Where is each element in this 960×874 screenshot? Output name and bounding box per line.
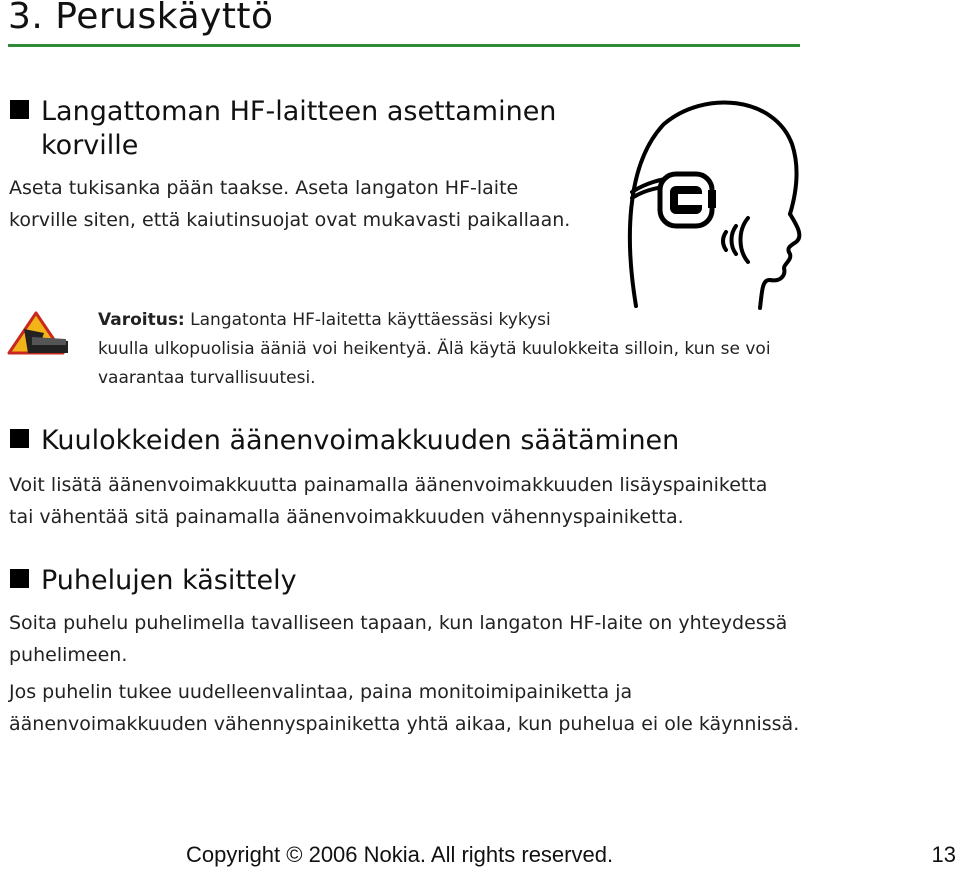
paragraph-line: Soita puhelu puhelimella tavalliseen tapaan, kun langaton HF-laite on yhteydessä	[9, 612, 788, 634]
paragraph-line: puhelimeen.	[9, 644, 128, 666]
warning-text-line: kuulla ulkopuolisia ääniä voi heikentyä. Älä käytä kuulokkeita silloin, kun se voi	[98, 339, 771, 359]
paragraph-line: korville siten, että kaiutinsuojat ovat mukavasti paikallaan.	[9, 209, 571, 231]
paragraph-redial	[9, 676, 799, 740]
section-heading-text: Langattoman HF-laitteen asettaminen	[41, 96, 557, 127]
paragraph-line: äänenvoimakkuuden vähennyspainiketta yhtä aikaa, kun puhelua ei ole käynnissä.	[9, 713, 800, 735]
warning-triangle-icon	[6, 309, 72, 357]
warning-note	[98, 306, 818, 393]
warning-text-line: vaarantaa turvallisuutesi.	[98, 368, 316, 388]
paragraph-line: Aseta tukisanka pään taakse. Aseta langaton HF-laite	[9, 177, 519, 199]
chapter-title: 3. Peruskäyttö	[8, 0, 274, 37]
warning-text-line: Langatonta HF-laitetta käyttäessäsi kykysi	[190, 310, 551, 330]
section-heading-calls	[10, 564, 297, 598]
paragraph-headset-fitting	[9, 172, 570, 236]
paragraph-line: Jos puhelin tukee uudelleenvalintaa, paina monitoimipainiketta ja	[9, 681, 633, 703]
chapter-title-rule	[8, 44, 800, 47]
section-heading-text: Puhelujen käsittely	[41, 565, 297, 596]
warning-label: Varoitus:	[98, 310, 185, 330]
head-with-headset-icon	[624, 96, 804, 310]
page-number: 13	[931, 842, 956, 867]
paragraph-line: Voit lisätä äänenvoimakkuutta painamalla äänenvoimakkuuden lisäyspainiketta	[9, 474, 768, 496]
paragraph-making-call	[9, 607, 787, 671]
paragraph-line: tai vähentää sitä painamalla äänenvoimakkuuden vähennyspainiketta.	[9, 506, 684, 528]
section-bullet-icon	[10, 100, 29, 119]
paragraph-volume	[9, 469, 767, 533]
section-heading-text-continued: korville	[41, 130, 139, 161]
section-heading-headset-fitting	[10, 95, 556, 163]
section-heading-volume	[10, 424, 679, 458]
section-heading-text: Kuulokkeiden äänenvoimakkuuden säätäminen	[41, 425, 680, 456]
footer-copyright: Copyright © 2006 Nokia. All rights reserved.	[186, 842, 614, 867]
section-bullet-icon	[10, 569, 29, 588]
section-bullet-icon	[10, 429, 29, 448]
